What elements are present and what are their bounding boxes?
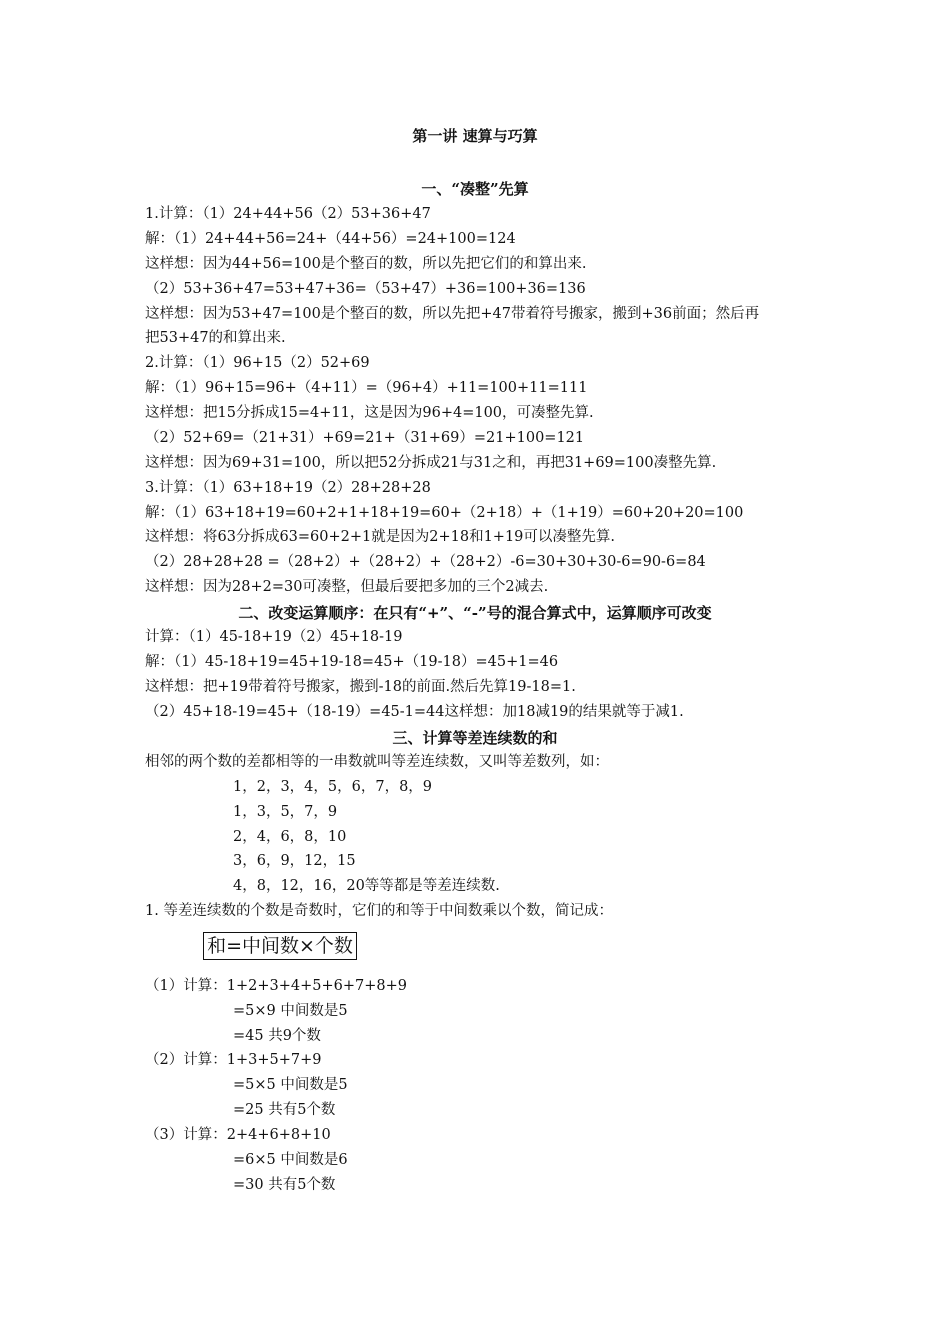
text-line: 这样想：因为28+2=30可凑整，但最后要把多加的三个2减去. xyxy=(145,579,549,595)
page-title: 第一讲 速算与巧算 xyxy=(412,127,538,145)
text-line: 3.计算：（1）63+18+19（2）28+28+28 xyxy=(145,480,431,496)
text-line: （2）52+69=（21+31）+69=21+（31+69）=21+100=121 xyxy=(145,430,585,446)
intro-text: 相邻的两个数的差都相等的一串数就叫等差连续数，又叫等差数列，如： xyxy=(145,754,609,770)
text-line: 解：（1）63+18+19=60+2+1+18+19=60+（2+18）+（1+19）=60+20+20=100 xyxy=(145,505,744,521)
example-line: =30 共有5个数 xyxy=(233,1177,336,1193)
text-line: 2.计算：（1）96+15（2）52+69 xyxy=(145,355,370,371)
formula-box: 和=中间数×个数 xyxy=(203,932,357,960)
example-line: =45 共9个数 xyxy=(233,1028,321,1044)
text-line: 这样想：因为44+56=100是个整百的数，所以先把它们的和算出来. xyxy=(145,256,587,272)
text-line: 解：（1）45-18+19=45+19-18=45+（19-18）=45+1=46 xyxy=(145,654,559,670)
text-line: （2）28+28+28 =（28+2）+（28+2）+（28+2）-6=30+30+30-6=90-6=84 xyxy=(145,554,706,570)
text-line: 解：（1）96+15=96+（4+11）=（96+4）+11=100+11=111 xyxy=(145,380,588,396)
sequence-example: 3，6，9，12，15 xyxy=(233,853,356,869)
example-line: =25 共有5个数 xyxy=(233,1102,336,1118)
text-line: 把53+47的和算出来. xyxy=(145,330,286,346)
text-line: 1.计算：（1）24+44+56（2）53+36+47 xyxy=(145,206,431,222)
rule-text: 1. 等差连续数的个数是奇数时，它们的和等于中间数乘以个数，简记成： xyxy=(145,903,613,919)
example-line: （2）计算：1+3+5+7+9 xyxy=(145,1052,322,1068)
text-line: 计算：（1）45-18+19（2）45+18-19 xyxy=(145,629,403,645)
example-line: =6×5 中间数是6 xyxy=(233,1152,348,1168)
text-line: 这样想：把+19带着符号搬家，搬到-18的前面.然后先算19-18=1. xyxy=(145,679,576,695)
text-line: 这样想：因为53+47=100是个整百的数，所以先把+47带着符号搬家，搬到+36前面；然后再 xyxy=(145,306,760,322)
sequence-example: 1，3，5，7，9 xyxy=(233,804,338,820)
example-line: （1）计算：1+2+3+4+5+6+7+8+9 xyxy=(145,978,407,994)
section-heading-1: 一、“凑整”先算 xyxy=(421,180,529,198)
text-line: （2）45+18-19=45+（18-19）=45-1=44这样想：加18减19的结果就等于减1. xyxy=(145,704,684,720)
text-line: （2）53+36+47=53+47+36=（53+47）+36=100+36=136 xyxy=(145,281,586,297)
text-line: 这样想：把15分拆成15=4+11，这是因为96+4=100，可凑整先算. xyxy=(145,405,594,421)
text-line: 这样想：因为69+31=100，所以把52分拆成21与31之和，再把31+69=100凑整先算. xyxy=(145,455,717,471)
text-line: 解：（1）24+44+56=24+（44+56）=24+100=124 xyxy=(145,231,516,247)
example-line: （3）计算：2+4+6+8+10 xyxy=(145,1127,331,1143)
sequence-example: 4，8，12，16，20等等都是等差连续数. xyxy=(233,878,500,894)
text-line: 这样想：将63分拆成63=60+2+1就是因为2+18和1+19可以凑整先算. xyxy=(145,529,616,545)
section-heading-3: 三、计算等差连续数的和 xyxy=(392,729,558,747)
section-heading-2: 二、改变运算顺序：在只有“+”、“-”号的混合算式中，运算顺序可改变 xyxy=(238,604,712,622)
example-line: =5×5 中间数是5 xyxy=(233,1077,348,1093)
example-line: =5×9 中间数是5 xyxy=(233,1003,348,1019)
sequence-example: 1，2，3，4，5，6，7，8，9 xyxy=(233,779,433,795)
sequence-example: 2，4，6，8，10 xyxy=(233,829,347,845)
